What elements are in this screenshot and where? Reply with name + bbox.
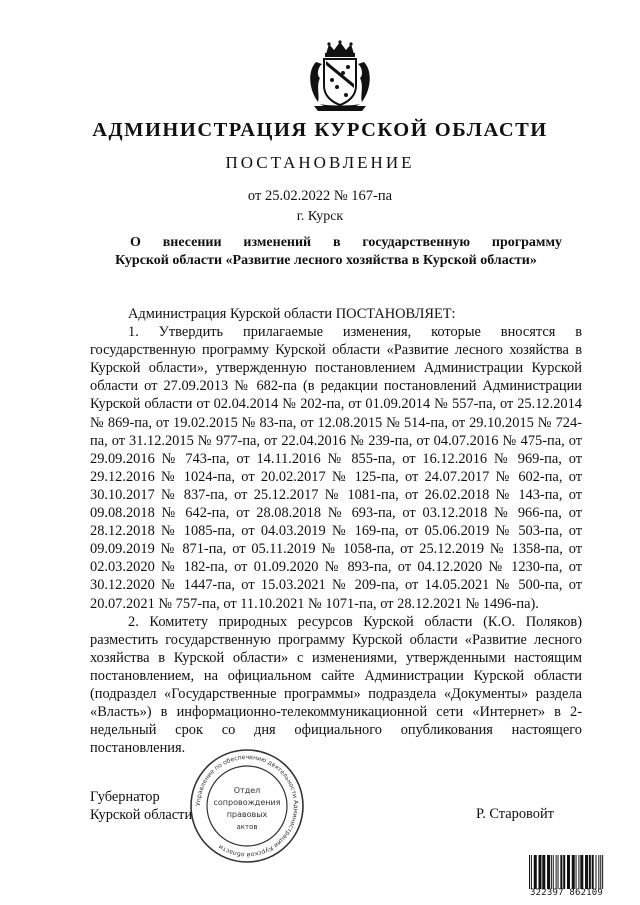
document-title xyxy=(90,234,562,270)
barcode-bar xyxy=(556,855,557,889)
barcode-bar xyxy=(578,855,579,889)
barcode-bar xyxy=(596,855,597,889)
signatory-name: Р. Старовойт xyxy=(476,806,554,822)
barcode-bar xyxy=(529,855,530,889)
stamp-center-line-1: Отдел xyxy=(233,786,261,795)
barcode-number: 322397 862109 xyxy=(530,888,604,898)
document-title-line-2: Курской области «Развитие лесного хозяйства в Курской области» xyxy=(115,253,537,268)
resolution-item-1: 1. Утвердить прилагаемые изменения, которые вносятся в государственную программу Курской области «Развитие лесного хозяйства в Курской области», утвержденную постановлением Администрации Курской области от 27.09.2013 № 682-па (в редакции постановлений Администрации Курской области от 02.04.2014 № 202-па, от 01.09.2014 № 557-па, от 25.12.2014 № 869-па, от 19.02.2015 № 83-па, от 12.08.2015 № 514-па, от 29.10.2015 № 724-па, от 31.12.2015 № 977-па, от 22.04.2016 № 239-па, от 04.07.2016 № 475-па, от 29.09.2016 № 743-па, от 14.11.2016 № 855-па, от 16.12.2016 № 969-па, от 29.12.2016 № 1024-па, от 20.02.2017 № 125-па, от 24.07.2017 № 602-па, от 30.10.2017 № 837-па, от 25.12.2017 № 1081-па, от 26.02.2018 № 143-па, от 09.08.2018 № 642-па, от 28.08.2018 № 693-па, от 03.12.2018 № 966-па, от 28.12.2018 № 1085-па, от 04.03.2019 № 169-па, от 05.06.2019 № 503-па, от 09.09.2019 № 871-па, от 05.11.2019 № 1058-па, от 25.12.2019 № 1358-па, от 02.03.2020 № 182-па, от 01.09.2020 № 893-па, от 04.12.2020 № 1230-па, от 30.12.2020 № 1447-па, от 15.03.2021 № 209-па, от 14.05.2021 № 500-па, от 20.07.2021 № 757-па, от 11.10.2021 № 1071-па, от 28.12.2021 № 1496-па). xyxy=(90,324,582,612)
signatory-position-line-2: Курской области xyxy=(90,807,193,823)
barcode-bar xyxy=(547,855,550,889)
document-date-number: от 25.02.2022 № 167-па xyxy=(247,188,393,204)
barcode-bar xyxy=(567,855,570,889)
barcode-bar xyxy=(598,855,599,889)
barcode-bar xyxy=(589,855,591,889)
barcode-bar xyxy=(531,855,532,889)
barcode-bar xyxy=(534,855,537,889)
barcode-bar xyxy=(572,855,575,889)
crown-icon xyxy=(325,40,355,57)
preamble: Администрация Курской области ПОСТАНОВЛЯЕТ: xyxy=(128,306,456,322)
barcode-bar xyxy=(576,855,577,889)
stamp-center-line-4: актов xyxy=(236,823,258,831)
signatory-position-line-1: Губернатор xyxy=(90,789,160,805)
document-body xyxy=(90,305,582,757)
barcode-bar xyxy=(600,855,601,889)
barcode-bar xyxy=(563,855,565,889)
barcode-bar xyxy=(558,855,559,889)
document-title-line-1: О внесении изменений в государственную программу xyxy=(130,235,562,250)
barcode-bar xyxy=(539,855,542,889)
document-city: г. Курск xyxy=(296,209,344,224)
official-stamp xyxy=(188,747,306,865)
barcode-bar xyxy=(542,855,545,889)
document-type: ПОСТАНОВЛЕНИЕ xyxy=(225,153,415,172)
barcode-bar xyxy=(553,855,554,889)
barcode-bar xyxy=(602,855,603,889)
barcode-bar xyxy=(580,855,583,889)
barcode-bar xyxy=(592,855,594,889)
barcode-bar xyxy=(551,855,552,889)
shield-icon xyxy=(324,59,356,105)
stamp-center-line-2: сопровождения xyxy=(213,798,281,807)
signatory-position xyxy=(90,788,192,824)
resolution-item-2: 2. Комитету природных ресурсов Курской области (К.О. Поляков) разместить государственную программу Курской области «Развитие лесного хозяйства в Курской области» с изменениями, утвержденными настоящим постановлением, на официальном сайте Администрации Курской области (подраздел «Государственные программы» подраздела «Документы» раздела «Власть») в информационно-телекоммуникационной сети «Интернет» в 2-недельный срок со дня официального опубликования настоящего постановления. xyxy=(90,613,582,757)
barcode-bar xyxy=(585,855,588,889)
stamp-center-line-3: правовых xyxy=(226,810,268,819)
coat-of-arms-emblem xyxy=(302,40,378,114)
organization-name: АДМИНИСТРАЦИЯ КУРСКОЙ ОБЛАСТИ xyxy=(92,119,548,141)
stamp-ring-text: Управление по обеспечению деятельности Администрации Курской области xyxy=(194,753,300,859)
barcode-bar xyxy=(560,855,562,889)
